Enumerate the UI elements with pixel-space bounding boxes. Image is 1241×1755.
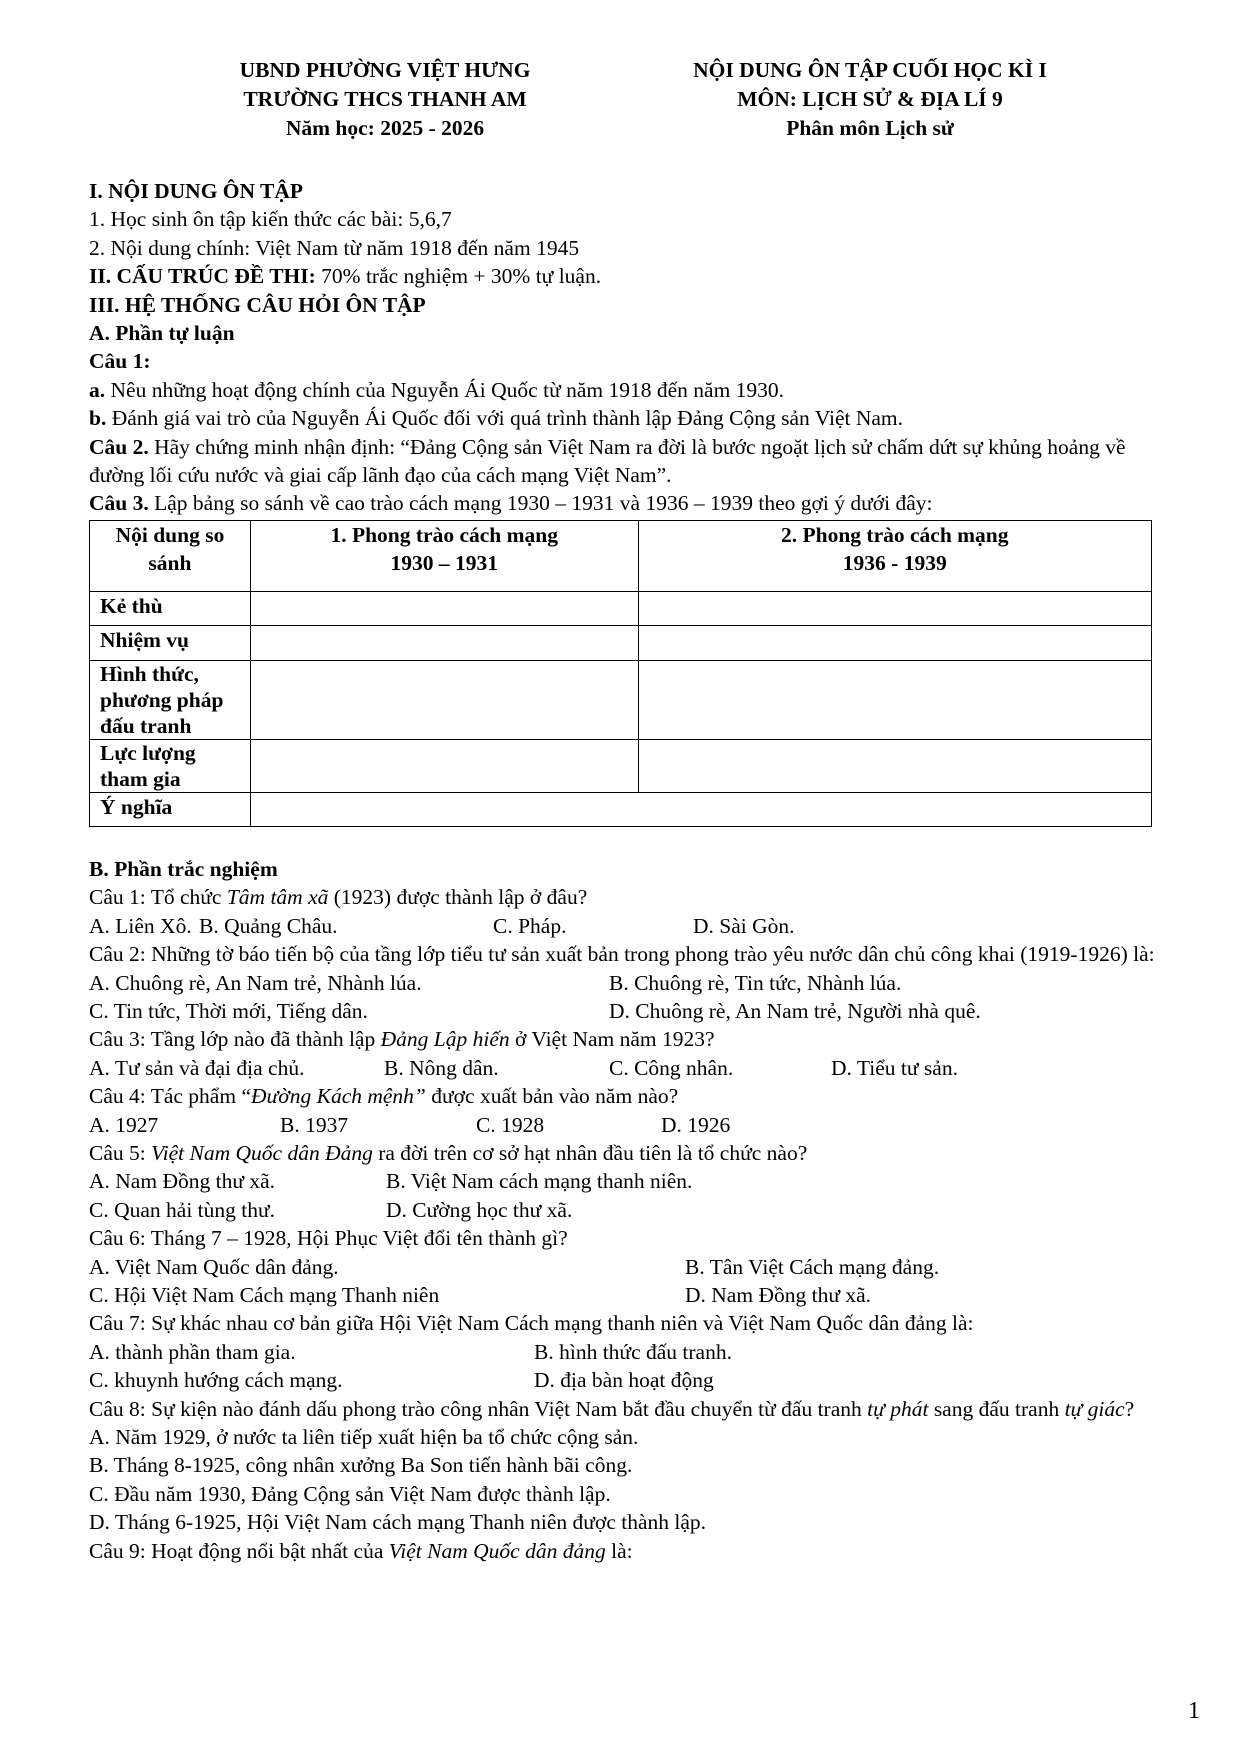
mcq-5-options-row-2 [89,1196,1161,1224]
mcq-5-option-c[interactable]: C. Quan hải tùng thư. [89,1197,276,1222]
mcq-8-option-b[interactable]: B. Tháng 8-1925, công nhân xưởng Ba Son tiến hành bãi công. [89,1453,633,1478]
essay-q2-label: Câu 2. [89,434,149,459]
document-body [89,177,1161,1565]
mcq-1-option-d[interactable]: D. Sài Gòn. [693,913,795,938]
mcq-2-option-b[interactable]: B. Chuông rè, Tin tức, Nhành lúa. [609,970,902,995]
mcq-2-option-c[interactable]: C. Tin tức, Thời mới, Tiếng dân. [89,998,368,1023]
school-name: TRƯỜNG THCS THANH AM [243,87,527,111]
table-header-1930-years: 1930 – 1931 [390,550,498,575]
cell-enemy-1930[interactable] [250,591,638,625]
district-name: UBND PHƯỜNG VIỆT HƯNG [239,58,531,82]
table-header-row [90,520,1152,591]
mcq-6-option-a[interactable]: A. Việt Nam Quốc dân đảng. [89,1254,339,1279]
mcq-8-text: Câu 8: Sự kiện nào đánh dấu phong trào công nhân Việt Nam bắt đầu chuyển từ đấu tranh [89,1396,868,1421]
mcq-7-options-row-2 [89,1366,1161,1394]
mcq-6-options-row-2 [89,1281,1161,1309]
row-label-task: Nhiệm vụ [90,625,251,660]
mcq-4-options [89,1111,1161,1139]
cell-forces-1930[interactable] [250,739,638,792]
mcq-7-option-c[interactable]: C. khuynh hướng cách mạng. [89,1368,343,1393]
table-row [90,739,1152,792]
cell-method-1936[interactable] [638,660,1151,739]
cell-forces-1936[interactable] [638,739,1151,792]
mcq-3-options [89,1054,1161,1082]
row-label-method: Hình thức, phương pháp đấu tranh [90,660,251,739]
mcq-4-question [89,1082,1161,1110]
header-left [175,56,595,143]
mcq-1-emphasis: Tâm tâm xã [226,885,329,910]
mcq-6-option-c[interactable]: C. Hội Việt Nam Cách mạng Thanh niên [89,1282,440,1307]
mcq-5-emphasis: Việt Nam Quốc dân Đảng [151,1140,373,1165]
essay-q1b-text: Đánh giá vai trò của Nguyễn Ái Quốc đối với quá trình thành lập Đảng Cộng sản Việt Nam. [106,406,903,431]
mcq-5-text-end: ra đời trên cơ sở hạt nhân đầu tiên là tổ chức nào? [372,1140,808,1165]
table-header-1930-title: 1. Phong trào cách mạng [330,522,558,547]
mcq-3-emphasis: Đảng Lập hiến [380,1027,510,1052]
mcq-3-question [89,1025,1161,1053]
mcq-1-options [89,912,1161,940]
cell-significance[interactable] [250,792,1151,826]
table-header-criteria: Nội dung so sánh [90,520,251,591]
section-1-item-1: 1. Học sinh ôn tập kiến thức các bài: 5,6,7 [89,207,452,232]
comparison-table [89,520,1152,827]
mcq-4-emphasis: Đường Kách mệnh” [251,1084,426,1109]
mcq-2-question: Câu 2: Những tờ báo tiến bộ của tầng lớp tiểu tư sản xuất bản trong phong trào yêu nước dân chủ công khai (1919-1926) là: [89,942,1155,967]
section-1-title: I. NỘI DUNG ÔN TẬP [89,179,304,203]
document-title: NỘI DUNG ÔN TẬP CUỐI HỌC KÌ I [693,58,1047,82]
mcq-3-text-end: ở Việt Nam năm 1923? [509,1027,715,1052]
essay-q1b-label: b. [89,406,107,431]
section-1-item-2: 2. Nội dung chính: Việt Nam từ năm 1918 đến năm 1945 [89,235,580,260]
mcq-9-question [89,1537,1161,1565]
mcq-4-option-a[interactable]: A. 1927 [89,1112,159,1137]
essay-q3-label: Câu 3. [89,491,149,516]
mcq-6-options-row-1 [89,1253,1161,1281]
table-header-1936-years: 1936 - 1939 [842,550,947,575]
essay-q3 [89,489,1161,517]
mcq-8-emphasis-2: tự giác [1064,1396,1125,1421]
essay-q2 [89,433,1161,490]
mcq-2-options-row-2 [89,997,1161,1025]
cell-task-1930[interactable] [250,625,638,660]
section-2-text: 70% trắc nghiệm + 30% tự luận. [315,264,602,289]
mcq-4-option-c[interactable]: C. 1928 [476,1112,545,1137]
mcq-5-question [89,1139,1161,1167]
subject-part: Phân môn Lịch sử [786,116,954,140]
mcq-8-option-a[interactable]: A. Năm 1929, ở nước ta liên tiếp xuất hiện ba tổ chức cộng sản. [89,1425,639,1449]
row-label-forces: Lực lượng tham gia [90,739,251,792]
table-row [90,660,1152,739]
mcq-2-options-row-1 [89,969,1161,997]
mcq-1-option-b[interactable]: B. Quảng Châu. [199,913,338,938]
mcq-7-option-a[interactable]: A. thành phần tham gia. [89,1339,296,1364]
mcq-5-option-d[interactable]: D. Cường học thư xã. [386,1197,573,1222]
mcq-2-option-d[interactable]: D. Chuông rè, An Nam trẻ, Người nhà quê. [609,998,981,1023]
mcq-7-option-d[interactable]: D. địa bàn hoạt động [534,1368,714,1393]
essay-q1a-text: Nêu những hoạt động chính của Nguyễn Ái Quốc từ năm 1918 đến năm 1930. [105,377,785,402]
mcq-4-option-b[interactable]: B. 1937 [280,1112,349,1137]
mcq-1-option-c[interactable]: C. Pháp. [493,913,567,938]
essay-q1b [89,404,1161,432]
mcq-1-text: Câu 1: Tổ chức [89,885,227,910]
mcq-9-emphasis: Việt Nam Quốc dân đảng [388,1538,606,1563]
mcq-6-option-d[interactable]: D. Nam Đồng thư xã. [685,1282,872,1307]
cell-enemy-1936[interactable] [638,591,1151,625]
mcq-4-option-d[interactable]: D. 1926 [661,1112,731,1137]
mcq-5-option-b[interactable]: B. Việt Nam cách mạng thanh niên. [386,1169,693,1194]
mcq-7-question: Câu 7: Sự khác nhau cơ bản giữa Hội Việt Nam Cách mạng thanh niên và Việt Nam Quốc dân đảng là: [89,1311,974,1336]
essay-q1a-label: a. [89,377,106,402]
row-label-significance: Ý nghĩa [90,792,251,826]
table-header-1936-title: 2. Phong trào cách mạng [780,522,1009,547]
header-right [640,56,1100,143]
table-row [90,792,1152,826]
mcq-5-text: Câu 5: [89,1140,152,1165]
mcq-9-text-end: là: [605,1538,633,1563]
mcq-6-question: Câu 6: Tháng 7 – 1928, Hội Phục Việt đổi tên thành gì? [89,1226,568,1251]
mcq-9-text: Câu 9: Hoạt động nổi bật nhất của [89,1538,389,1563]
mcq-3-option-a[interactable]: A. Tư sản và đại địa chủ. [89,1055,305,1080]
section-2-label: II. CẤU TRÚC ĐỀ THI: [89,264,316,289]
subject-name: MÔN: LỊCH SỬ & ĐỊA LÍ 9 [737,87,1003,111]
mcq-8-question [89,1395,1161,1423]
mcq-8-option-c[interactable]: C. Đầu năm 1930, Đảng Cộng sản Việt Nam được thành lập. [89,1481,611,1506]
table-row [90,625,1152,660]
mcq-8-emphasis-1: tự phát [867,1396,929,1421]
table-row [90,591,1152,625]
row-label-enemy: Kẻ thù [90,591,251,625]
essay-q3-text: Lập bảng so sánh về cao trào cách mạng 1930 – 1931 và 1936 – 1939 theo gợi ý dưới đây: [148,491,933,516]
mcq-1-option-a[interactable]: A. Liên Xô. [89,913,192,938]
section-3-title: III. HỆ THỐNG CÂU HỎI ÔN TẬP [89,292,426,317]
mcq-8-text-end: ? [1124,1396,1135,1421]
mcq-3-option-d[interactable]: D. Tiểu tư sản. [831,1055,958,1080]
part-b-title: B. Phần trắc nghiệm [89,856,278,881]
cell-method-1930[interactable] [250,660,638,739]
mcq-6-option-b[interactable]: B. Tân Việt Cách mạng đảng. [685,1254,940,1279]
page-number: 1 [1188,1698,1200,1724]
essay-q2-text: Hãy chứng minh nhận định: “Đảng Cộng sản Việt Nam ra đời là bước ngoặt lịch sử chấm dứt sự khủng hoảng về đường lối cứu nước và giai cấp lãnh đạo của cách mạng Việt Nam”. [89,434,1126,488]
mcq-3-option-c[interactable]: C. Công nhân. [609,1055,734,1080]
part-a-title: A. Phần tự luận [89,321,235,346]
table-header-1936 [638,520,1151,591]
school-year: Năm học: 2025 - 2026 [285,116,485,140]
cell-task-1936[interactable] [638,625,1151,660]
mcq-1-question [89,883,1161,911]
mcq-4-text-end: được xuất bản vào năm nào? [425,1084,679,1109]
mcq-7-options-row-1 [89,1338,1161,1366]
mcq-3-text: Câu 3: Tầng lớp nào đã thành lập [89,1027,381,1052]
mcq-4-text: Câu 4: Tác phẩm “ [89,1084,251,1109]
mcq-8-option-d[interactable]: D. Tháng 6-1925, Hội Việt Nam cách mạng Thanh niên được thành lập. [89,1510,707,1535]
mcq-7-option-b[interactable]: B. hình thức đấu tranh. [534,1339,732,1364]
mcq-1-text-end: (1923) được thành lập ở đâu? [328,885,588,910]
mcq-3-option-b[interactable]: B. Nông dân. [384,1055,499,1080]
mcq-5-option-a[interactable]: A. Nam Đồng thư xã. [89,1169,276,1194]
mcq-2-option-a[interactable]: A. Chuông rè, An Nam trẻ, Nhành lúa. [89,970,422,995]
essay-q1-label: Câu 1: [89,349,151,374]
table-header-1930 [250,520,638,591]
mcq-5-options-row-1 [89,1167,1161,1195]
essay-q1a [89,376,1161,404]
mcq-8-text-mid: sang đấu tranh [928,1396,1065,1421]
section-2 [89,262,1161,290]
